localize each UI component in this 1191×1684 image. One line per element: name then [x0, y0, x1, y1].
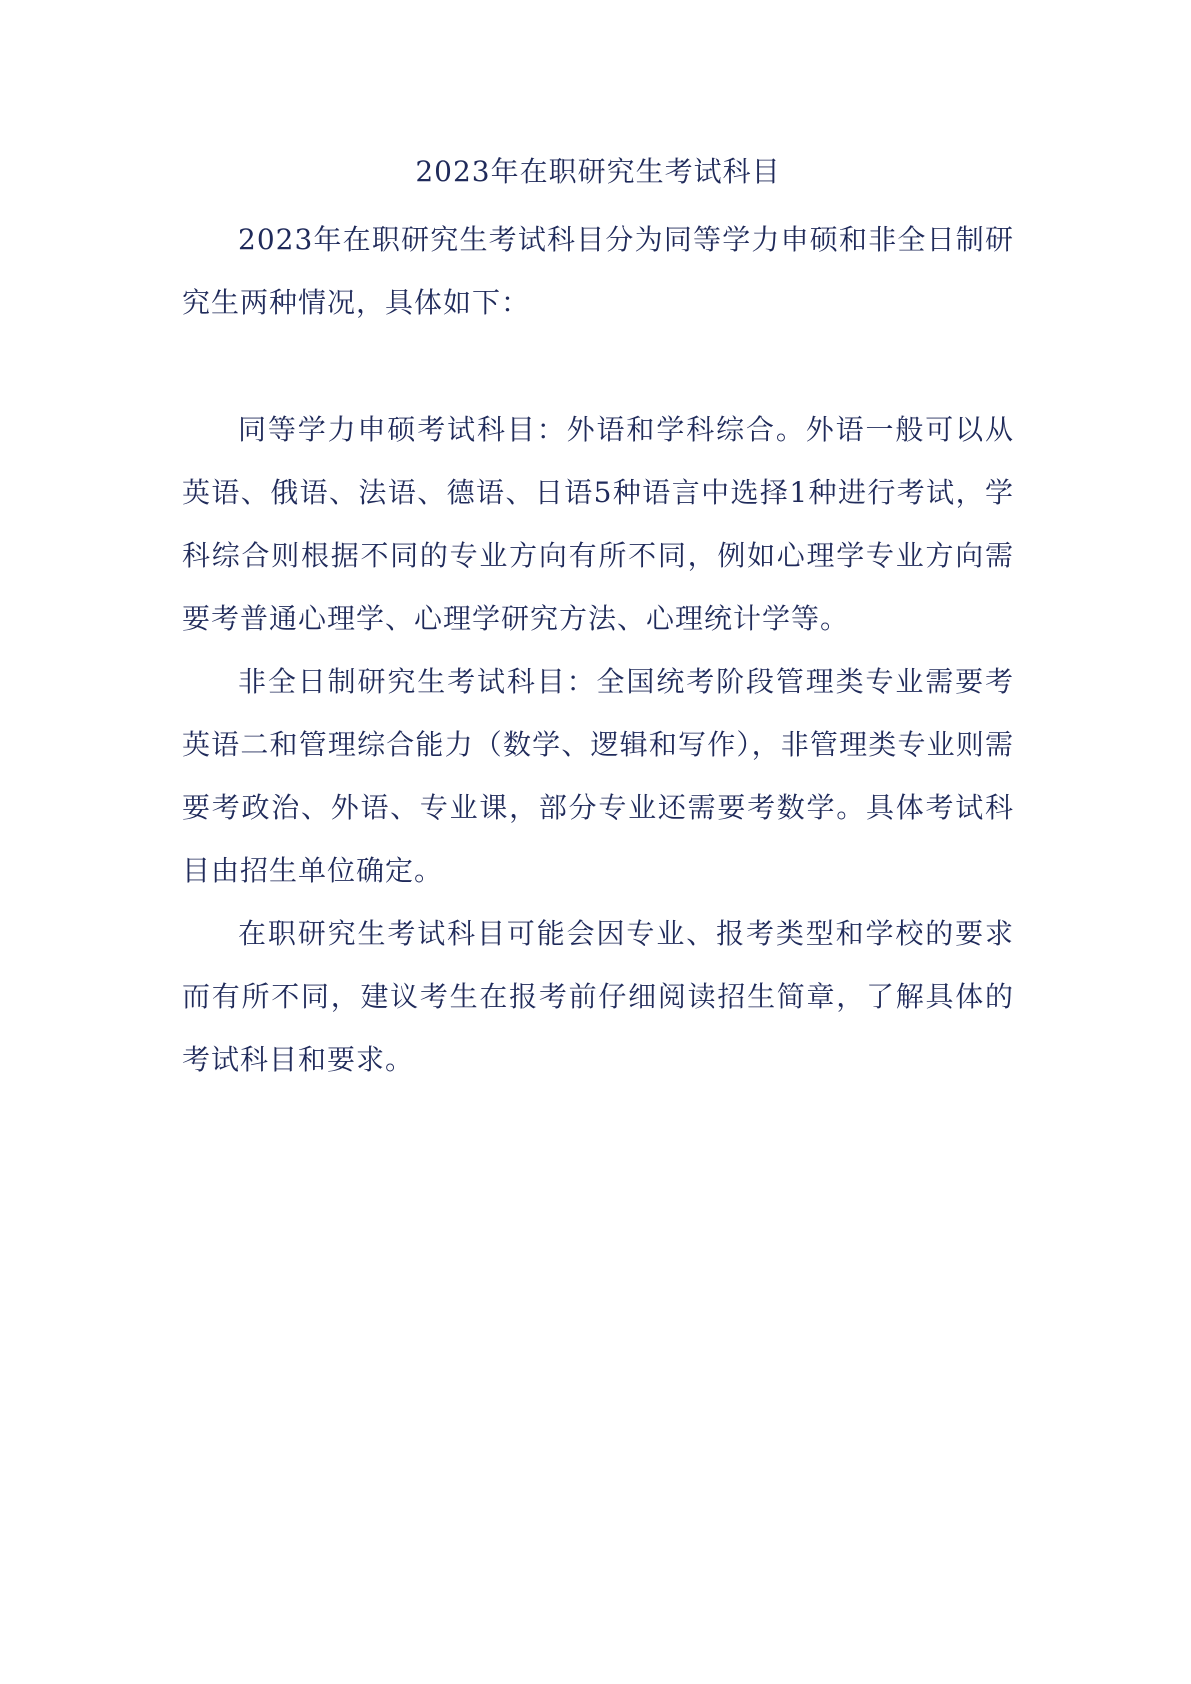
part-time-paragraph: 非全日制研究生考试科目：全国统考阶段管理类专业需要考英语二和管理综合能力（数学、逻辑和写作），非管理类专业则需要考政治、外语、专业课，部分专业还需要考数学。具体考试科目由招生单位确定。	[182, 665, 1014, 887]
equivalent-degree-paragraph: 同等学力申硕考试科目：外语和学科综合。外语一般可以从英语、俄语、法语、德语、日语5种语言中选择1种进行考试，学科综合则根据不同的专业方向有所不同，例如心理学专业方向需要考普通心理学、心理学研究方法、心理统计学等。	[182, 413, 1014, 635]
document-body	[182, 150, 1014, 1091]
advice-paragraph: 在职研究生考试科目可能会因专业、报考类型和学校的要求而有所不同，建议考生在报考前仔细阅读招生简章，了解具体的考试科目和要求。	[182, 917, 1014, 1076]
document-title: 2023年在职研究生考试科目	[415, 155, 781, 188]
intro-paragraph: 2023年在职研究生考试科目分为同等学力申硕和非全日制研究生两种情况，具体如下：	[182, 223, 1014, 319]
